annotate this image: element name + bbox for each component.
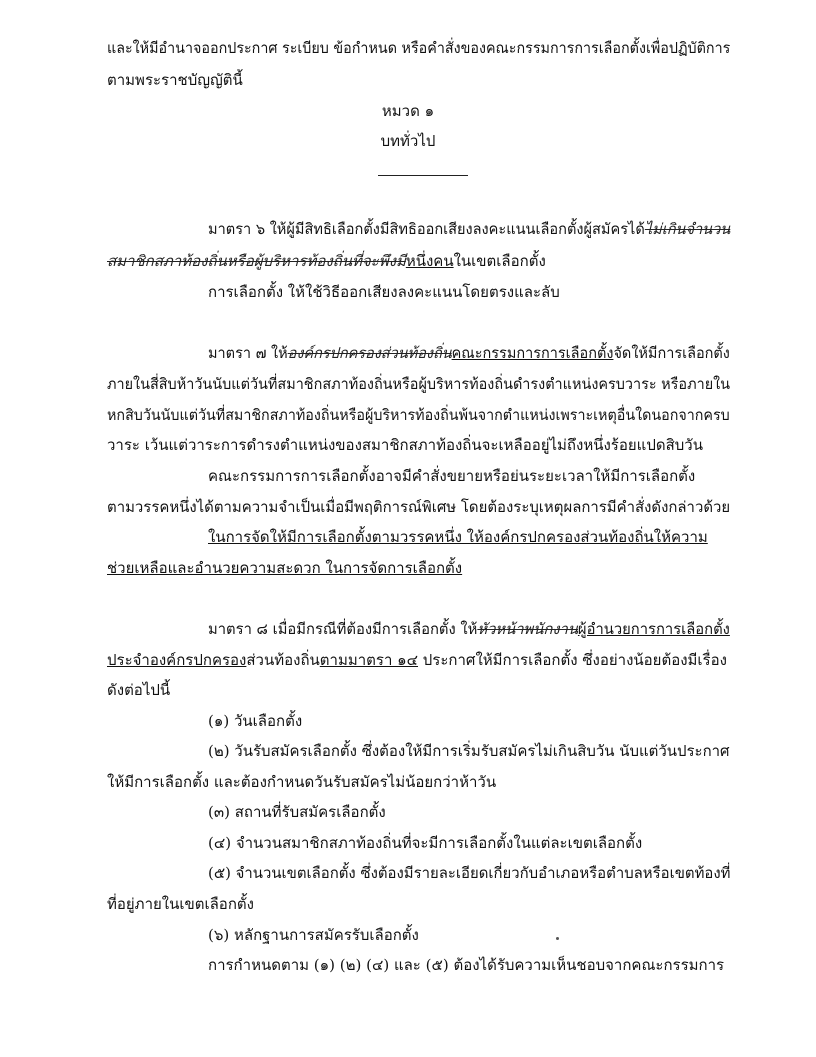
section-7-inserted-text: คณะกรรมการการเลือกตั้ง: [451, 344, 614, 362]
section-7-text: มาตรา ๗ ให้: [208, 344, 288, 362]
section-8-text-2: ส่วนท้องถิ่น: [246, 651, 320, 669]
section-8-inserted-text: ผู้อำนวยการการเลือกตั้ง: [577, 620, 730, 638]
section-8-item-4: (๔) จำนวนสมาชิกสภาท้องถิ่นที่จะมีการเลือกตั้งในแต่ละเขตเลือกตั้ง: [208, 834, 643, 852]
section-7-line-4: วาระ เว้นแต่วาระการดำรงตำแหน่งของสมาชิกสภาท้องถิ่นจะเหลืออยู่ไม่ถึงหนึ่งร้อยแปดสิบวัน: [107, 436, 703, 454]
section-6-line-2: [107, 251, 546, 271]
section-6-inserted-text: หนึ่งคน: [405, 252, 454, 270]
section-8-line-1: [208, 619, 730, 639]
intro-line-1: และให้มีอำนาจออกประกาศ ระเบียบ ข้อกำหนด หรือคำสั่งของคณะกรรมการการเลือกตั้งเพื่อปฏิบัติการ: [107, 39, 731, 57]
scan-speck: [556, 937, 559, 940]
section-8-text: มาตรา ๘ เมื่อมีกรณีที่ต้องมีการเลือกตั้ง ให้: [208, 620, 478, 638]
intro-line-2: ตามพระราชบัญญัตินี้: [107, 71, 243, 89]
section-7-deleted-text: องค์กรปกครองส่วนท้องถิ่น: [287, 344, 452, 362]
section-6-text-2: ในเขตเลือกตั้ง: [453, 252, 546, 270]
section-8-item-1: (๑) วันเลือกตั้ง: [208, 712, 303, 730]
section-8-text-3: ประกาศให้มีการเลือกตั้ง ซึ่งอย่างน้อยต้องมีเรื่อง: [418, 651, 727, 669]
section-7-text-b: จัดให้มีการเลือกตั้ง: [613, 344, 730, 362]
section-8-inserted-text-3: ตามมาตรา ๑๔: [319, 651, 419, 669]
section-6-line-1: [208, 219, 730, 239]
section-7-line-2: ภายในสี่สิบห้าวันนับแต่วันที่สมาชิกสภาท้องถิ่นหรือผู้บริหารท้องถิ่นดำรงตำแหน่งครบวาระ หรือภายใน: [107, 375, 731, 393]
section-6-deleted-text: ไม่เกินจำนวน: [644, 220, 731, 238]
section-8-line-2: [107, 650, 727, 670]
section-8-item-2-continued: ให้มีการเลือกตั้ง และต้องกำหนดวันรับสมัครไม่น้อยกว่าห้าวัน: [107, 773, 497, 791]
section-8-line-3: ดังต่อไปนี้: [107, 681, 171, 699]
section-7-line-1: [208, 343, 730, 363]
section-6-text: มาตรา ๖ ให้ผู้มีสิทธิเลือกตั้งมีสิทธิออกเสียงลงคะแนนเลือกตั้งผู้สมัครได้: [208, 220, 645, 238]
section-7-line-3: หกสิบวันนับแต่วันที่สมาชิกสภาท้องถิ่นหรือผู้บริหารท้องถิ่นพ้นจากตำแหน่งเพราะเหตุอื่นใดนอกจากครบ: [107, 406, 730, 424]
section-7-inserted-paragraph-line-2: ช่วยเหลือและอำนวยความสะดวก ในการจัดการเลือกตั้ง: [107, 559, 463, 577]
section-8-inserted-text-2: ประจำองค์กรปกครอง: [107, 651, 247, 669]
section-8-deleted-text: หัวหน้าพนักงาน: [477, 620, 578, 638]
section-6-deleted-text-2: สมาชิกสภาท้องถิ่นหรือผู้บริหารท้องถิ่นที่จะพึงมี: [107, 252, 406, 270]
section-8-item-2: (๒) วันรับสมัครเลือกตั้ง ซึ่งต้องให้มีการเริ่มรับสมัครไม่เกินสิบวัน นับแต่วันประกาศ: [208, 742, 730, 760]
section-8-item-3: (๓) สถานที่รับสมัครเลือกตั้ง: [208, 803, 386, 821]
section-8-item-5-continued: ที่อยู่ภายในเขตเลือกตั้ง: [107, 895, 254, 913]
section-8-item-5: (๕) จำนวนเขตเลือกตั้ง ซึ่งต้องมีรายละเอียดเกี่ยวกับอำเภอหรือตำบลหรือเขตท้องที่: [208, 864, 731, 882]
chapter-number: หมวด ๑: [381, 102, 435, 120]
section-7-line-5: คณะกรรมการการเลือกตั้งอาจมีคำสั่งขยายหรือย่นระยะเวลาให้มีการเลือกตั้ง: [208, 467, 696, 485]
chapter-title: บททั่วไป: [380, 132, 436, 150]
section-7-inserted-paragraph-line-1: ในการจัดให้มีการเลือกตั้งตามวรรคหนึ่ง ให้องค์กรปกครองส่วนท้องถิ่นให้ความ: [208, 528, 708, 546]
section-6-paragraph-2: การเลือกตั้ง ให้ใช้วิธีออกเสียงลงคะแนนโดยตรงและลับ: [208, 283, 560, 301]
section-8-last-paragraph: การกำหนดตาม (๑) (๒) (๔) และ (๕) ต้องได้รับความเห็นชอบจากคณะกรรมการ: [208, 956, 725, 974]
section-7-line-6: ตามวรรคหนึ่งได้ตามความจำเป็นเมื่อมีพฤติการณ์พิเศษ โดยต้องระบุเหตุผลการมีคำสั่งดังกล่าวด้วย: [107, 498, 731, 516]
heading-divider: [378, 175, 468, 176]
section-8-item-6: (๖) หลักฐานการสมัครรับเลือกตั้ง: [208, 926, 419, 944]
